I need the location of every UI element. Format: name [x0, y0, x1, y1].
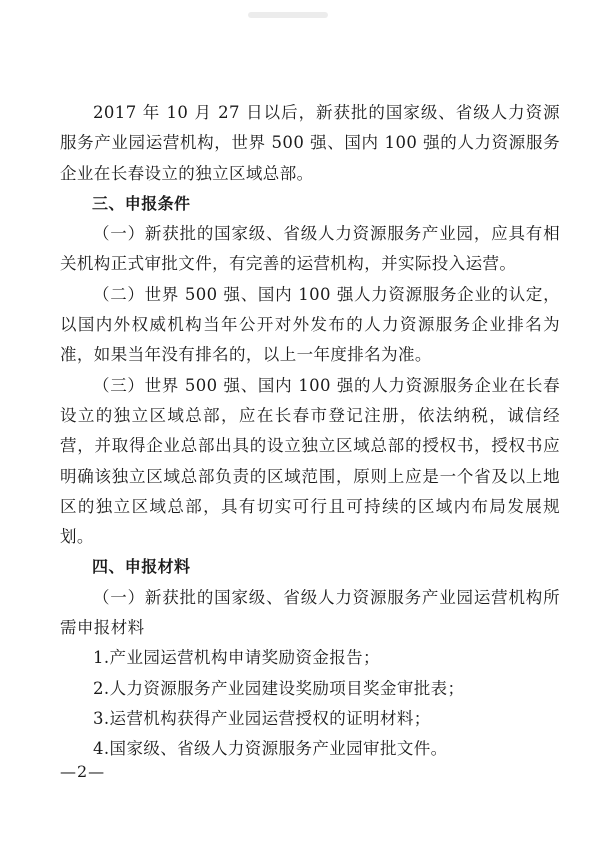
materials-list-item-4: 4.国家级、省级人力资源服务产业园审批文件。	[93, 739, 448, 759]
materials-subheading: （一）新获批的国家级、省级人力资源服务产业园运营机构所需申报材料	[60, 587, 560, 638]
materials-list-item-2: 2.人力资源服务产业园建设奖励项目奖金审批表；	[93, 678, 465, 698]
section-heading-conditions: 三、申报条件	[92, 193, 191, 213]
document-body	[60, 98, 560, 765]
condition-item-1: （一）新获批的国家级、省级人力资源服务产业园，应具有相关机构正式审批文件，有完善的运营机构，并实际投入运营。	[60, 224, 560, 274]
condition-item-2: （二）世界 500 强、国内 100 强人力资源服务企业的认定，以国内外权威机构当年公开对外发布的人力资源服务企业排名为准，如果当年没有排名的，以上一年度排名为准。	[60, 284, 560, 365]
header-scan-mark	[248, 12, 328, 18]
intro-paragraph: 2017 年 10 月 27 日以后，新获批的国家级、省级人力资源服务产业园运营机构，世界 500 强、国内 100 强的人力资源服务企业在长春设立的独立区域总部。	[60, 103, 560, 183]
materials-list-item-3: 3.运营机构获得产业园运营授权的证明材料；	[93, 708, 431, 728]
page-number: —2—	[60, 762, 106, 781]
condition-item-3: （三）世界 500 强、国内 100 强的人力资源服务企业在长春设立的独立区域总部，应在长春市登记注册，依法纳税，诚信经营，并取得企业总部出具的设立独立区域总部的授权书，授权书应明确该独立区域总部负责的区域范围，原则上应是一个省及以上地区的独立区域总部，具有切实可行且可持续的区域内布局发展规划。	[60, 375, 560, 547]
section-heading-materials: 四、申报材料	[92, 557, 191, 577]
materials-list-item-1: 1.产业园运营机构申请奖励资金报告；	[93, 648, 380, 668]
